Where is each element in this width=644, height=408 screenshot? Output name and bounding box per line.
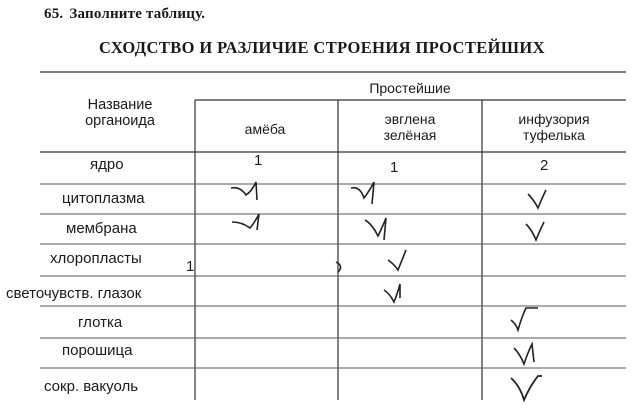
check-mark-icon bbox=[384, 248, 414, 278]
check-mark-icon bbox=[508, 372, 548, 404]
check-mark-icon bbox=[362, 214, 402, 244]
row-header-cell bbox=[60, 97, 180, 129]
row-label: мембрана bbox=[66, 220, 137, 237]
row-label: сокр. вакуоль bbox=[44, 378, 139, 395]
row-label: цитоплазма bbox=[62, 190, 145, 207]
column-header-line: зелёная bbox=[383, 127, 437, 143]
column-header-line: туфелька bbox=[523, 127, 585, 143]
check-mark-icon bbox=[230, 210, 270, 240]
column-header-paramecium bbox=[484, 111, 624, 143]
table-title: СХОДСТВО И РАЗЛИЧИЕ СТРОЕНИЯ ПРОСТЕЙШИХ bbox=[99, 38, 545, 57]
column-header-ameba bbox=[200, 121, 330, 137]
group-header: Простейшие bbox=[369, 80, 451, 96]
check-mark-icon bbox=[380, 280, 410, 310]
cell-mark-ameba-nucleus: 1 bbox=[254, 152, 263, 169]
check-mark-icon bbox=[228, 178, 268, 208]
check-mark-icon bbox=[522, 218, 552, 248]
cell-mark-euglena-nucleus: 1 bbox=[390, 159, 399, 176]
check-mark-icon bbox=[348, 180, 388, 210]
row-header-line-2: органоида bbox=[85, 113, 155, 129]
column-header-euglena bbox=[340, 111, 480, 143]
pen-stroke-icon bbox=[332, 258, 356, 278]
column-header-line: амёба bbox=[244, 121, 286, 137]
task-instruction: Заполните таблицу. bbox=[69, 6, 206, 22]
row-header-line-1: Название bbox=[87, 97, 153, 113]
row-label: ядро bbox=[90, 156, 124, 173]
column-header-line: инфузория bbox=[518, 111, 590, 127]
row-label: порошица bbox=[62, 342, 133, 359]
row-label: светочувств. глазок bbox=[6, 285, 142, 302]
row-label: глотка bbox=[78, 314, 123, 331]
cell-mark-ameba-chloroplasts: 1 bbox=[186, 258, 195, 275]
task-number: 65. bbox=[44, 6, 64, 22]
check-mark-icon bbox=[508, 304, 540, 334]
check-mark-icon bbox=[524, 186, 554, 216]
row-label: хлоропласты bbox=[50, 250, 142, 267]
check-mark-icon bbox=[510, 340, 542, 370]
cell-mark-paramecium-nucleus: 2 bbox=[540, 157, 549, 174]
column-header-line: эвглена bbox=[384, 111, 436, 127]
